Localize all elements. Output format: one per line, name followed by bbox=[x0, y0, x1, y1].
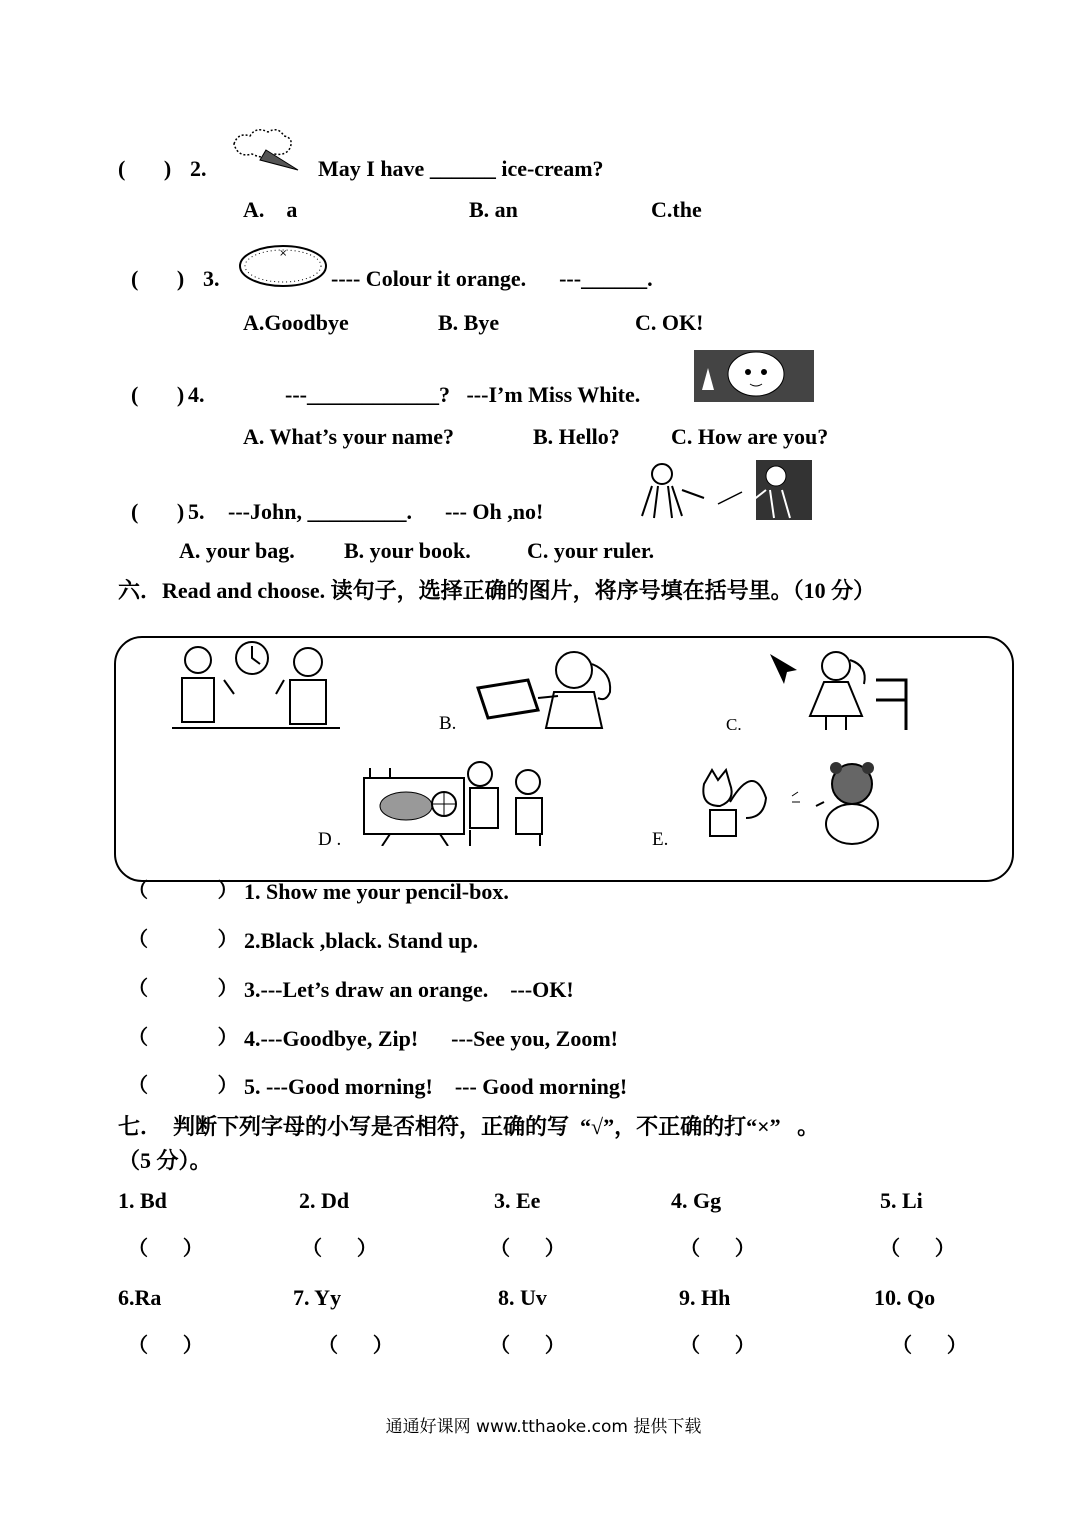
q5-bracket[interactable]: ( ) bbox=[131, 499, 185, 524]
q4-option-c: C. How are you? bbox=[671, 424, 829, 449]
letter-pair-3: 3. Ee bbox=[494, 1188, 541, 1213]
answer-bracket-9[interactable]: （ ） bbox=[680, 1333, 755, 1357]
s6-item-4-bracket[interactable]: （ ） bbox=[128, 1025, 238, 1049]
q5-option-c: C. your ruler. bbox=[527, 538, 655, 563]
letter-pair-7: 7. Yy bbox=[293, 1285, 342, 1310]
s6-item-1-text: 1. Show me your pencil-box. bbox=[244, 879, 509, 904]
answer-bracket-7[interactable]: （ ） bbox=[318, 1333, 393, 1357]
picture-d-draw-orange bbox=[360, 758, 552, 846]
q3-option-c: C. OK! bbox=[635, 310, 704, 335]
john-and-bag-picture bbox=[638, 460, 812, 520]
q3-bracket[interactable]: ( ) bbox=[131, 266, 185, 291]
letter-pair-1: 1. Bd bbox=[118, 1188, 167, 1213]
picture-d-label: D . bbox=[318, 829, 342, 850]
picture-a-good-morning bbox=[172, 640, 340, 732]
answer-bracket-2[interactable]: （ ） bbox=[302, 1236, 377, 1260]
s6-item-2-text: 2.Black ,black. Stand up. bbox=[244, 928, 479, 953]
s6-item-3-bracket[interactable]: （ ） bbox=[128, 976, 238, 1000]
q3-option-b: B. Bye bbox=[438, 310, 500, 335]
answer-bracket-5[interactable]: （ ） bbox=[880, 1236, 955, 1260]
q2-bracket[interactable]: ( ) bbox=[118, 156, 172, 181]
svg-text:×: × bbox=[279, 248, 288, 259]
section7-title: 七． 判断下列字母的小写是否相符，正确的写 “√”，不正确的打“×” 。 bbox=[118, 1114, 820, 1139]
q2-option-a: A. a bbox=[243, 197, 298, 222]
q5-text: ---John, _________. --- Oh ,no! bbox=[228, 499, 544, 524]
answer-bracket-4[interactable]: （ ） bbox=[680, 1236, 755, 1260]
footer-text: 通通好课网 www.tthaoke.com 提供下载 bbox=[385, 1417, 702, 1437]
answer-bracket-3[interactable]: （ ） bbox=[490, 1236, 565, 1260]
picture-b-pencil-box bbox=[474, 648, 632, 732]
letter-pair-10: 10. Qo bbox=[874, 1285, 936, 1310]
section7-points: （5 分）。 bbox=[118, 1148, 212, 1173]
answer-bracket-10[interactable]: （ ） bbox=[892, 1333, 967, 1357]
q5-option-a: A. your bag. bbox=[179, 538, 295, 563]
s6-item-3-text: 3.---Let’s draw an orange. ---OK! bbox=[244, 977, 574, 1002]
letter-pair-6: 6.Ra bbox=[118, 1285, 162, 1310]
s6-item-2-bracket[interactable]: （ ） bbox=[128, 927, 238, 951]
letter-pair-5: 5. Li bbox=[880, 1188, 923, 1213]
q4-text: ---____________? ---I’m Miss White. bbox=[285, 382, 641, 407]
q3-number: 3. bbox=[203, 266, 220, 291]
q2-option-c: C.the bbox=[651, 197, 702, 222]
section6-title: 六．Read and choose. 读句子，选择正确的图片，将序号填在括号里。（10 分） bbox=[118, 578, 876, 603]
picture-c-stand-up bbox=[766, 650, 920, 732]
answer-bracket-1[interactable]: （ ） bbox=[128, 1236, 203, 1260]
q5-option-b: B. your book. bbox=[344, 538, 471, 563]
picture-e-zip-and-zoom bbox=[700, 762, 896, 846]
letter-pair-8: 8. Uv bbox=[498, 1285, 547, 1310]
picture-c-label: C. bbox=[726, 715, 742, 734]
q2-option-b: B. an bbox=[469, 197, 518, 222]
answer-bracket-8[interactable]: （ ） bbox=[490, 1333, 565, 1357]
q4-bracket[interactable]: ( ) bbox=[131, 382, 185, 407]
answer-bracket-6[interactable]: （ ） bbox=[128, 1333, 203, 1357]
q4-number: 4. bbox=[188, 382, 205, 407]
q2-text: May I have ______ ice-cream? bbox=[318, 156, 604, 181]
s6-item-1-bracket[interactable]: （ ） bbox=[128, 878, 238, 902]
letter-pair-2: 2. Dd bbox=[299, 1188, 350, 1213]
q4-option-b: B. Hello? bbox=[533, 424, 620, 449]
picture-b-label: B. bbox=[439, 713, 457, 734]
q3-text: ---- Colour it orange. ---______. bbox=[331, 266, 653, 291]
q5-number: 5. bbox=[188, 499, 205, 524]
s6-item-5-text: 5. ---Good morning! --- Good morning! bbox=[244, 1074, 628, 1099]
letter-pair-9: 9. Hh bbox=[679, 1285, 731, 1310]
miss-white-picture bbox=[694, 350, 814, 402]
picture-e-label: E. bbox=[652, 829, 669, 850]
ice-cream-picture bbox=[220, 126, 302, 174]
orange-picture bbox=[237, 242, 329, 288]
q3-option-a: A.Goodbye bbox=[243, 310, 349, 335]
s6-item-5-bracket[interactable]: （ ） bbox=[128, 1073, 238, 1097]
q2-number: 2. bbox=[190, 156, 207, 181]
q4-option-a: A. What’s your name? bbox=[243, 424, 455, 449]
s6-item-4-text: 4.---Goodbye, Zip! ---See you, Zoom! bbox=[244, 1026, 618, 1051]
letter-pair-4: 4. Gg bbox=[671, 1188, 722, 1213]
